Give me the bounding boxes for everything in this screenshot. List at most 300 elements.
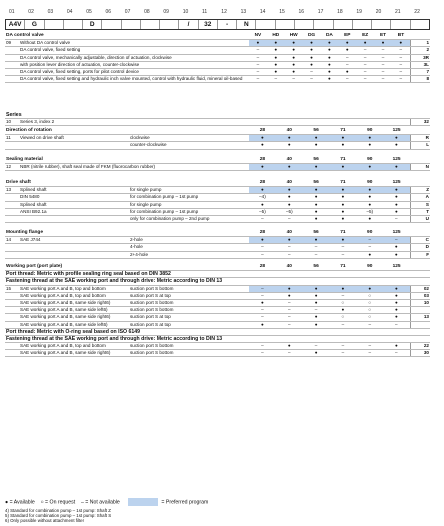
table-row	[5, 237, 430, 244]
position-number: 20	[375, 9, 382, 15]
availability-cell: –	[356, 343, 383, 350]
row-text: DA control valve, fixed setting, ports for pilot control device	[19, 68, 249, 75]
availability-cell: ●	[249, 299, 276, 306]
table-row	[5, 61, 430, 68]
availability-cell: ●	[374, 40, 392, 47]
footnotes	[5, 508, 111, 524]
availability-cell: ●	[383, 187, 410, 194]
table-row	[5, 47, 430, 54]
row-code	[410, 307, 430, 314]
table-row	[5, 54, 430, 61]
availability-cell: ○	[356, 292, 383, 299]
row-subtext: clockwise	[129, 135, 249, 142]
row-text: DA control valve, fixed setting	[19, 47, 249, 54]
availability-cell: ●	[383, 194, 410, 201]
availability-cell: ●	[356, 187, 383, 194]
row-num: 12	[5, 164, 19, 171]
row-num	[5, 76, 19, 83]
section-title: Drive shaft	[5, 180, 249, 187]
availability-cell: –	[392, 68, 410, 75]
type-code-bar	[5, 19, 430, 30]
availability-cell: ●	[249, 164, 276, 171]
code-cell	[314, 20, 333, 29]
row-text: SAE working port A and B, top and bottom	[19, 343, 129, 350]
row-subtext: suction port S bottom	[129, 350, 249, 357]
availability-cell: –	[303, 307, 330, 314]
availability-cell: ●	[321, 76, 339, 83]
availability-cell: ●	[383, 343, 410, 350]
size-head: 125	[383, 157, 410, 164]
availability-cell: ●	[356, 194, 383, 201]
row-num	[5, 350, 19, 357]
availability-cell: ●	[383, 164, 410, 171]
size-head: 28	[249, 264, 276, 271]
availability-cell: –	[249, 61, 267, 68]
row-num	[5, 244, 19, 251]
availability-cell: ●	[303, 47, 321, 54]
legend-preferred: = Preferred program	[161, 499, 209, 506]
footnote: 5) Standard for combination pump – 1st pump: Shaft S	[5, 513, 112, 519]
availability-cell: ●	[303, 208, 330, 215]
availability-cell: ●	[285, 47, 303, 54]
position-number: 08	[144, 9, 150, 15]
availability-cell: –	[276, 307, 303, 314]
position-number: 22	[414, 9, 420, 15]
group-heading: Port thread: Metric with O-ring seal based on ISO 6149	[5, 328, 430, 335]
availability-cell: –	[303, 68, 321, 75]
col-head: EP	[338, 33, 356, 40]
size-head: 125	[383, 230, 410, 237]
availability-cell: ●	[338, 40, 356, 47]
size-head: 40	[276, 230, 303, 237]
row-text	[19, 142, 129, 149]
row-num	[5, 68, 19, 75]
code-cell	[160, 20, 179, 29]
spacer	[410, 157, 430, 164]
availability-cell: ●	[321, 54, 339, 61]
drive-shaft-table	[5, 180, 430, 223]
table-row	[5, 350, 430, 357]
size-head: 28	[249, 180, 276, 187]
row-text: SAE working port A and B, same side left6)	[19, 321, 129, 328]
availability-cell: ●	[330, 208, 357, 215]
table-row	[5, 194, 430, 201]
availability-cell: –	[383, 215, 410, 222]
availability-cell: –	[356, 47, 374, 54]
availability-cell: ●	[383, 285, 410, 292]
spacer	[410, 180, 430, 187]
row-text: with position lever direction of actuation, counter-clockwise	[19, 61, 249, 68]
row-text	[19, 215, 129, 222]
availability-cell: –	[338, 76, 356, 83]
availability-cell: ●	[303, 285, 330, 292]
availability-cell: ○	[330, 299, 357, 306]
availability-cell: –	[276, 350, 303, 357]
availability-cell: –	[303, 76, 321, 83]
availability-cell: ●	[330, 215, 357, 222]
availability-cell: –	[356, 76, 374, 83]
availability-cell: ●	[303, 350, 330, 357]
code-cell	[102, 20, 121, 29]
size-head: 56	[303, 180, 330, 187]
code-cell: /	[179, 20, 198, 29]
position-number: 06	[105, 9, 112, 15]
row-subtext: suction port S bottom	[129, 307, 249, 314]
availability-cell: –	[330, 292, 357, 299]
availability-cell: ●	[276, 142, 303, 149]
row-code: 13	[410, 314, 430, 321]
position-number: 02	[28, 9, 34, 15]
position-number: 05	[86, 9, 92, 15]
availability-cell: –	[356, 54, 374, 61]
availability-cell: –	[392, 54, 410, 61]
availability-cell: ●	[330, 194, 357, 201]
row-subtext: for single pump	[129, 201, 249, 208]
row-subtext: suction port S bottom	[129, 285, 249, 292]
size-head: 56	[303, 157, 330, 164]
row-code: 3L	[410, 61, 430, 68]
availability-cell: –	[329, 244, 356, 251]
availability-cell: ●	[321, 68, 339, 75]
availability-cell: –	[303, 251, 330, 258]
row-text: DIN 5480	[19, 194, 129, 201]
row-code: L	[410, 142, 430, 149]
availability-cell: ●	[303, 194, 330, 201]
availability-cell: ●	[356, 164, 383, 171]
row-num	[5, 314, 19, 321]
row-num	[5, 54, 19, 61]
availability-cell: ●	[338, 47, 356, 54]
size-head: 125	[383, 180, 410, 187]
availability-cell: ●	[276, 292, 303, 299]
availability-cell: ●	[356, 135, 383, 142]
availability-cell: –	[356, 350, 383, 357]
size-head: 71	[330, 264, 357, 271]
size-head: 40	[276, 264, 303, 271]
row-num	[5, 299, 19, 306]
row-num	[5, 343, 19, 350]
row-subtext: suction port S bottom	[129, 299, 249, 306]
row-code: 32	[410, 119, 430, 126]
availability-cell: ●	[267, 68, 285, 75]
availability-cell: ●	[249, 201, 276, 208]
table-row	[5, 187, 430, 194]
code-cell	[276, 20, 295, 29]
section-title: Direction of rotation	[5, 128, 249, 135]
row-num	[5, 201, 19, 208]
row-text	[19, 244, 129, 251]
availability-cell: –	[329, 251, 356, 258]
availability-cell: ●	[330, 307, 357, 314]
availability-cell: –	[276, 244, 303, 251]
availability-cell: –5)	[276, 208, 303, 215]
availability-cell: ●	[383, 142, 410, 149]
footnote: 4) Standard for combination pump – 1st pump: Shaft Z	[5, 508, 111, 513]
row-code: 3R	[410, 54, 430, 61]
row-num	[5, 194, 19, 201]
availability-cell: ●	[383, 201, 410, 208]
availability-cell: ●	[303, 54, 321, 61]
availability-cell: ●	[303, 40, 321, 47]
availability-cell: –	[374, 54, 392, 61]
row-text: Viewed on drive shaft	[19, 135, 129, 142]
availability-cell: –	[276, 251, 303, 258]
row-text: Without DA control valve	[19, 40, 249, 47]
row-code: R	[410, 135, 430, 142]
row-code: 03	[410, 292, 430, 299]
availability-cell: –	[249, 215, 276, 222]
table-row	[5, 285, 430, 292]
row-code	[410, 321, 430, 328]
availability-cell: ○	[356, 299, 383, 306]
availability-cell: ●	[267, 61, 285, 68]
section-title: Sealing material	[5, 157, 249, 164]
availability-cell: ●	[356, 201, 383, 208]
size-head: 28	[249, 230, 276, 237]
availability-cell: ●	[267, 40, 285, 47]
row-code: 7	[410, 68, 430, 75]
table-row	[5, 40, 430, 47]
row-num	[5, 307, 19, 314]
availability-cell: ●	[249, 40, 267, 47]
row-subtext: for combination pump – 1st pump	[129, 208, 249, 215]
section-title: Mounting flange	[5, 230, 249, 237]
size-head: 40	[276, 180, 303, 187]
availability-cell: ○	[356, 314, 383, 321]
spacer	[410, 264, 430, 271]
size-head: 90	[356, 264, 383, 271]
size-head: 28	[249, 128, 276, 135]
size-head: 71	[330, 180, 357, 187]
availability-cell: –5)	[356, 208, 383, 215]
availability-cell: ●	[330, 135, 357, 142]
row-text: SAE working port A and B, top and bottom	[19, 292, 129, 299]
row-num	[5, 251, 19, 258]
availability-cell: –	[249, 343, 276, 350]
position-number: 04	[66, 9, 73, 15]
position-number: 11	[202, 9, 208, 15]
availability-cell: ●	[249, 135, 276, 142]
availability-cell: –	[374, 76, 392, 83]
availability-cell: –	[249, 285, 276, 292]
availability-cell: ●	[383, 314, 410, 321]
availability-cell: –4)	[249, 194, 276, 201]
availability-cell: ●	[276, 187, 303, 194]
col-head: DG	[303, 33, 321, 40]
row-num: 14	[5, 237, 19, 244]
row-code: 2	[410, 47, 430, 54]
availability-cell: ●	[303, 292, 330, 299]
availability-cell: ●	[356, 251, 383, 258]
availability-cell: ●	[276, 135, 303, 142]
size-head: 71	[329, 230, 356, 237]
row-code: N	[410, 164, 430, 171]
col-head: BT	[392, 33, 410, 40]
table-row	[5, 68, 430, 75]
legend	[5, 498, 208, 506]
position-number: 12	[221, 9, 227, 15]
row-code: 02	[410, 285, 430, 292]
size-head: 28	[249, 157, 276, 164]
row-text: DA control valve, fixed setting and hydraulic inch valve mounted, control with hydraulic fluid, mineral oil-based	[19, 76, 249, 83]
availability-cell: ●	[249, 187, 276, 194]
spacer	[410, 230, 430, 237]
availability-cell: –	[249, 251, 276, 258]
availability-cell: ●	[383, 251, 410, 258]
availability-cell: ●	[330, 285, 357, 292]
row-num: 10	[5, 119, 19, 126]
table-row	[5, 76, 430, 83]
table-row	[5, 292, 430, 299]
availability-cell: –	[249, 307, 276, 314]
group-heading: Fastening thread at the SAE working port and through drive: Metric according to DIN 13	[5, 335, 430, 342]
availability-cell: ●	[276, 285, 303, 292]
row-text: SAE working port A and B, same side right6)	[19, 314, 129, 321]
availability-cell: –	[249, 47, 267, 54]
row-num: 15	[5, 285, 19, 292]
footnote: 6) Only possible without attachment filter	[5, 518, 85, 524]
row-num	[5, 215, 19, 222]
availability-cell: ●	[249, 237, 276, 244]
position-number: 03	[47, 9, 54, 15]
availability-cell: ●	[276, 201, 303, 208]
availability-cell: ●	[383, 299, 410, 306]
availability-cell: ●	[303, 164, 330, 171]
row-num	[5, 47, 19, 54]
availability-cell: ●	[303, 321, 330, 328]
availability-cell: –	[356, 244, 383, 251]
availability-cell: –5)	[249, 208, 276, 215]
availability-cell: ●	[267, 47, 285, 54]
col-head: ET	[374, 33, 392, 40]
row-subtext: only for combination pump – 2nd pump	[129, 215, 249, 222]
availability-cell: –	[356, 61, 374, 68]
size-head: 56	[303, 264, 330, 271]
col-head: EZ	[356, 33, 374, 40]
availability-cell: –	[374, 47, 392, 54]
size-head: 40	[276, 128, 303, 135]
availability-cell: ●	[392, 40, 410, 47]
table-row	[5, 142, 430, 149]
row-num: 11	[5, 135, 19, 142]
code-cell: G	[25, 20, 44, 29]
table-row	[5, 208, 430, 215]
row-num: 09	[5, 40, 19, 47]
col-head: HD	[267, 33, 285, 40]
availability-cell: ●	[303, 142, 330, 149]
availability-cell: –	[338, 54, 356, 61]
row-code: 8	[410, 76, 430, 83]
row-subtext: for single pump	[129, 187, 249, 194]
row-text: SAE working port A and B, same side right6)	[19, 350, 129, 357]
availability-cell: ●	[303, 201, 330, 208]
size-head: 71	[330, 128, 357, 135]
section-title: Series	[5, 112, 430, 119]
position-number: 10	[182, 9, 189, 15]
code-cell	[411, 20, 429, 29]
table-row	[5, 343, 430, 350]
section-title: DA control valve	[5, 33, 249, 40]
size-head: 90	[356, 157, 383, 164]
availability-cell: ○	[356, 307, 383, 314]
position-number: 01	[9, 9, 15, 15]
availability-cell: –	[276, 215, 303, 222]
row-text: SAE working port A and B, same side right6)	[19, 299, 129, 306]
legend-available: ● = Available	[5, 499, 35, 506]
row-code: Z	[410, 187, 430, 194]
table-row	[5, 215, 430, 222]
code-cell	[256, 20, 275, 29]
availability-cell: ●	[356, 285, 383, 292]
group-heading: Port thread: Metric with profile sealing ring seal based on DIN 3852	[5, 271, 430, 278]
size-head: 56	[303, 230, 330, 237]
availability-cell: ●	[356, 215, 383, 222]
code-cell	[64, 20, 83, 29]
availability-cell: –	[303, 343, 330, 350]
availability-cell: –	[249, 314, 276, 321]
availability-cell: ●	[330, 142, 357, 149]
availability-cell: ●	[321, 61, 339, 68]
size-head: 40	[276, 157, 303, 164]
table-row	[5, 164, 430, 171]
row-text: ANSI B92.1a	[19, 208, 129, 215]
code-cell	[141, 20, 160, 29]
availability-cell: ●	[303, 237, 330, 244]
availability-cell: ●	[267, 54, 285, 61]
sealing-table	[5, 157, 430, 171]
availability-cell: –	[330, 343, 357, 350]
table-row	[5, 244, 430, 251]
availability-cell: ●	[285, 40, 303, 47]
availability-cell: –	[356, 237, 383, 244]
availability-cell: ●	[356, 40, 374, 47]
row-code: C	[410, 237, 430, 244]
availability-cell: ●	[383, 244, 410, 251]
code-cell: N	[237, 20, 256, 29]
code-cell	[45, 20, 64, 29]
position-number: 15	[279, 9, 285, 15]
row-code: 1	[410, 40, 430, 47]
availability-cell: –	[303, 244, 330, 251]
row-code: T	[410, 208, 430, 215]
availability-cell: –	[249, 292, 276, 299]
availability-cell: –	[249, 76, 267, 83]
section-title: Working port (port plate)	[5, 264, 249, 271]
table-row	[5, 321, 430, 328]
preferred-swatch	[128, 498, 158, 506]
row-subtext: 2+4-hole	[129, 251, 249, 258]
row-code: 22	[410, 343, 430, 350]
row-subtext: 4-hole	[129, 244, 249, 251]
size-head: 90	[356, 230, 383, 237]
col-head: DA	[321, 33, 339, 40]
availability-cell: ●	[276, 194, 303, 201]
row-subtext: suction port S at top	[129, 321, 249, 328]
table-row	[5, 201, 430, 208]
size-head: 90	[356, 180, 383, 187]
position-number: 21	[395, 9, 401, 15]
availability-cell: –	[330, 350, 357, 357]
row-text: SAE working port A and B, top and bottom	[19, 285, 129, 292]
availability-cell: –	[392, 61, 410, 68]
availability-cell: ●	[303, 61, 321, 68]
availability-cell: –	[374, 61, 392, 68]
legend-on-request: ○ = On request	[40, 499, 76, 506]
table-row	[5, 299, 430, 306]
row-num: 13	[5, 187, 19, 194]
code-cell: -	[218, 20, 237, 29]
position-number: 07	[124, 9, 131, 15]
